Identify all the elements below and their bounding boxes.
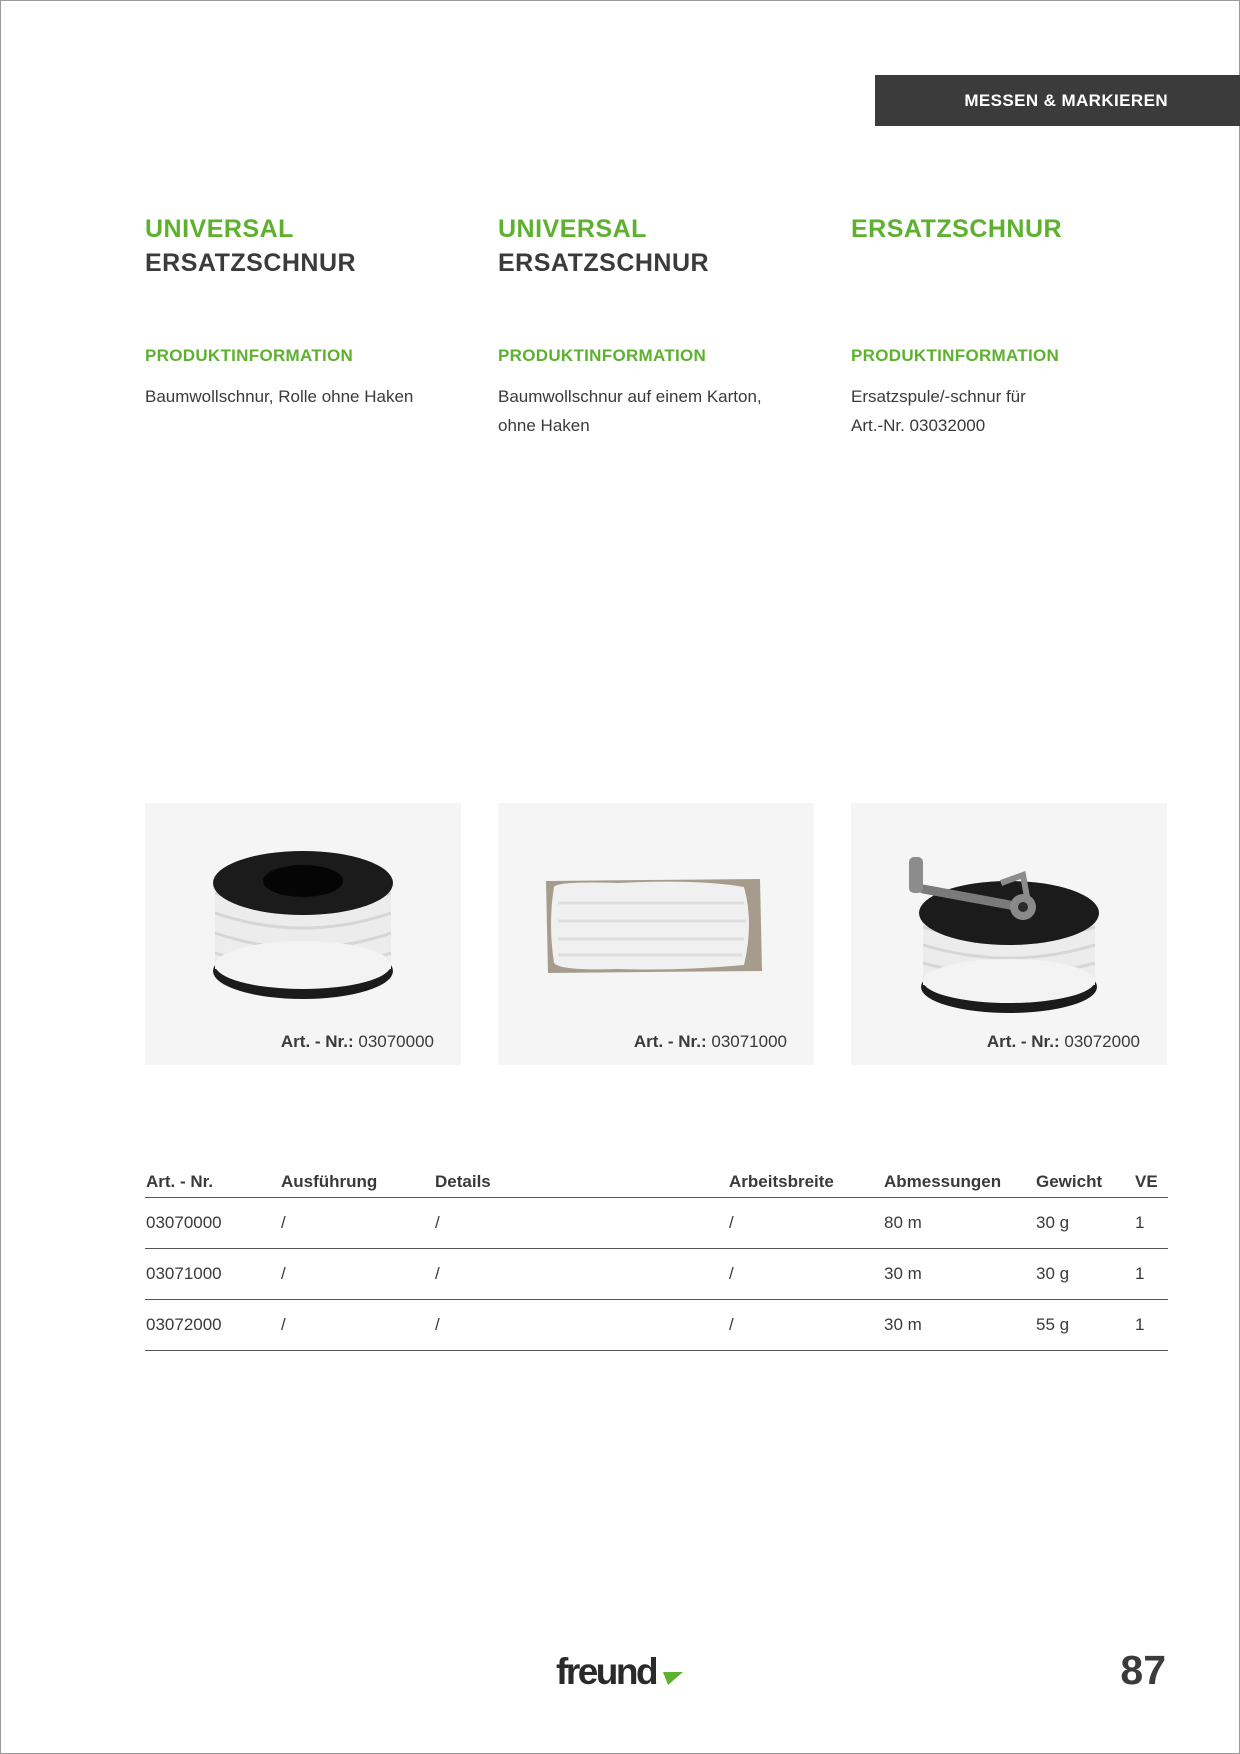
product-info-heading: PRODUKTINFORMATION — [145, 346, 354, 365]
logo-text: freund — [556, 1652, 657, 1692]
table-cell: / — [728, 1300, 883, 1351]
product-title-line2: ERSATZSCHNUR — [145, 249, 357, 277]
table-row — [145, 1198, 1168, 1249]
table-cell: / — [728, 1198, 883, 1249]
product-column-1 — [145, 212, 465, 406]
art-label-prefix: Art. - Nr.: — [986, 1032, 1060, 1051]
table-cell: / — [280, 1300, 434, 1351]
art-number-label — [634, 1032, 787, 1052]
table-cell: / — [728, 1249, 883, 1300]
table-row — [145, 1249, 1168, 1300]
product-image-box-2 — [498, 803, 814, 1065]
table-cell: / — [434, 1249, 728, 1300]
freund-logo — [556, 1652, 686, 1692]
column-header-art-nr: Art. - Nr. — [145, 1168, 280, 1198]
column-header-ve: VE — [1134, 1168, 1168, 1198]
table-cell: / — [280, 1198, 434, 1249]
art-number: 03071000 — [711, 1032, 787, 1051]
product-column-3 — [851, 212, 1171, 435]
product-info-text: Baumwollschnur auf einem Karton, ohne Haken — [498, 387, 762, 435]
table-cell: 30 m — [883, 1249, 1035, 1300]
table-cell: 1 — [1134, 1198, 1168, 1249]
category-tab — [875, 75, 1240, 126]
table-cell: 1 — [1134, 1249, 1168, 1300]
art-number-label — [987, 1032, 1140, 1052]
product-info-heading: PRODUKTINFORMATION — [851, 346, 1060, 365]
column-header-arbeitsbreite: Arbeitsbreite — [728, 1168, 883, 1198]
product-title-line1: UNIVERSAL — [498, 215, 647, 243]
column-header-details: Details — [434, 1168, 728, 1198]
product-info-heading: PRODUKTINFORMATION — [498, 346, 707, 365]
category-label: MESSEN & MARKIEREN — [964, 90, 1168, 110]
product-title-line1: ERSATZSCHNUR — [851, 215, 1063, 243]
page-number: 87 — [1120, 1647, 1166, 1693]
art-number: 03070000 — [358, 1032, 434, 1051]
table-cell: 03072000 — [145, 1300, 280, 1351]
table-cell: / — [280, 1249, 434, 1300]
product-info-text: Ersatzspule/-schnur für Art.-Nr. 03032000 — [851, 387, 1026, 435]
table-row — [145, 1300, 1168, 1351]
art-label-prefix: Art. - Nr.: — [280, 1032, 354, 1051]
table-cell: 30 m — [883, 1300, 1035, 1351]
spec-table — [145, 1168, 1168, 1351]
string-card-image — [498, 803, 814, 1065]
logo-mark-icon — [663, 1672, 683, 1685]
string-spool-image — [145, 803, 461, 1065]
art-number-label — [281, 1032, 434, 1052]
table-cell: / — [434, 1300, 728, 1351]
column-header-ausfuehrung: Ausführung — [280, 1168, 434, 1198]
table-cell: 55 g — [1035, 1300, 1134, 1351]
table-cell: 03071000 — [145, 1249, 280, 1300]
art-number: 03072000 — [1064, 1032, 1140, 1051]
product-title-line1: UNIVERSAL — [145, 215, 294, 243]
column-header-abmessungen: Abmessungen — [883, 1168, 1035, 1198]
table-cell: 30 g — [1035, 1198, 1134, 1249]
table-cell: 80 m — [883, 1198, 1035, 1249]
column-header-gewicht: Gewicht — [1035, 1168, 1134, 1198]
table-cell: 1 — [1134, 1300, 1168, 1351]
table-cell: 03070000 — [145, 1198, 280, 1249]
crank-spool-image — [851, 803, 1167, 1065]
product-image-box-3 — [851, 803, 1167, 1065]
art-label-prefix: Art. - Nr.: — [633, 1032, 707, 1051]
product-title-line2: ERSATZSCHNUR — [498, 249, 710, 277]
table-cell: 30 g — [1035, 1249, 1134, 1300]
product-info-text: Baumwollschnur, Rolle ohne Haken — [145, 387, 414, 406]
product-image-box-1 — [145, 803, 461, 1065]
table-header-row — [145, 1168, 1168, 1198]
product-column-2 — [498, 212, 818, 435]
product-title-line2 — [851, 246, 1171, 280]
table-cell: / — [434, 1198, 728, 1249]
